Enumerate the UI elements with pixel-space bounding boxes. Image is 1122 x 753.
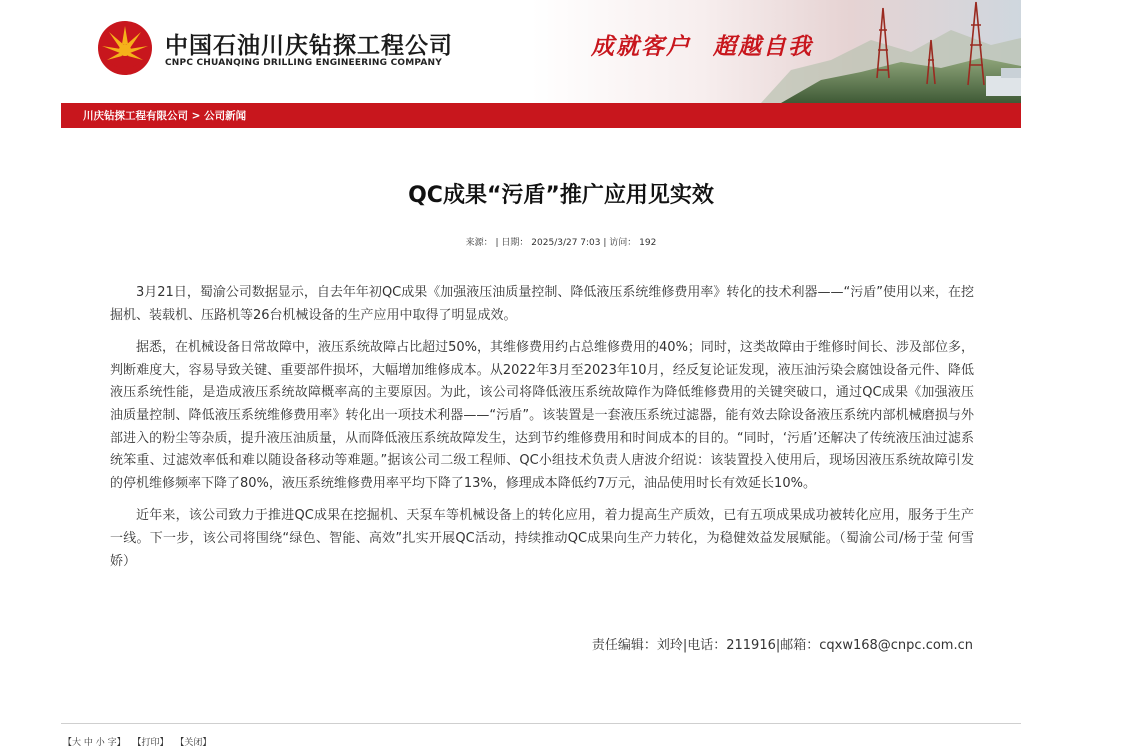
site-header	[61, 0, 1021, 103]
banner-slogan	[591, 28, 835, 61]
cnpc-logo-icon	[97, 20, 153, 76]
slogan-part-2: 超越自我	[713, 33, 813, 60]
font-size-toggle-link[interactable]: 【大 中 小 字】	[63, 738, 126, 748]
company-name-en: CNPC CHUANQING DRILLING ENGINEERING COMPANY	[165, 58, 442, 68]
article-meta: 来源： | 日期： 2025/3/27 7:03 | 访问： 192	[465, 238, 657, 248]
article-paragraph: 据悉，在机械设备日常故障中，液压系统故障占比超过50%，其维修费用约占总维修费用的40%；同时，这类故障由于维修时间长、涉及部位多，判断难度大，容易导致关键、重要部件损坏，大幅增加维修成本。从2022年3月至2023年10月，经反复论证发现，液压油污染会腐蚀设备元件、降低液压系统性能，是造成液压系统故障概率高的主要原因。为此，该公司将降低液压系统故障作为降低维修费用的关键突破口，通过QC成果《加强液压油质量控制、降低液压系统维修费用率》转化出一项技术利器——“污盾”。该装置是一套液压系统过滤器，能有效去除设备液压系统内部机械磨损与外部进入的粉尘等杂质，提升液压油质量，从而降低液压系统故障发生，达到节约维修费用和时间成本的目的。“同时，‘污盾’还解决了传统液压油过滤系统笨重、过滤效率低和难以随设备移动等难题。”据该公司二级工程师、QC小组技术负责人唐波介绍说：该装置投入使用后，现场因液压系统故障引发的停机维修频率下降了80%，液压系统维修费用率平均下降了13%，修理成本降低约7万元，油品使用时长有效延长10%。	[110, 340, 974, 491]
breadcrumb	[83, 108, 246, 123]
article-title: QC成果“污盾”推广应用见实效	[408, 183, 714, 208]
breadcrumb-separator: >	[191, 110, 201, 122]
article-paragraph: 近年来，该公司致力于推进QC成果在挖掘机、天泵车等机械设备上的转化应用，着力提高生产质效，已有五项成果成功被转化应用，服务于生产一线。下一步，该公司将围绕“绿色、智能、高效”扎实开展QC活动，持续推动QC成果向生产力转化，为稳健效益发展赋能。（蜀渝公司/杨于莹 何雪娇）	[110, 508, 974, 569]
nav-bar	[61, 103, 1021, 128]
article-body	[110, 282, 974, 583]
footer-tools	[63, 735, 215, 748]
breadcrumb-current-link[interactable]: 公司新闻	[204, 110, 247, 122]
company-name-cn: 中国石油川庆钻探工程公司	[165, 33, 453, 59]
print-link[interactable]: 【打印】	[132, 738, 169, 748]
slogan-part-1: 成就客户	[591, 33, 691, 60]
editor-contact-line: 责任编辑：刘玲|电话：211916|邮箱：cqxw168@cnpc.com.cn	[591, 638, 973, 653]
article-paragraph: 3月21日，蜀渝公司数据显示，自去年年初QC成果《加强液压油质量控制、降低液压系统维修费用率》转化的技术利器——“污盾”使用以来，在挖掘机、装载机、压路机等26台机械设备的生产应用中取得了明显成效。	[110, 285, 974, 323]
footer-divider	[61, 723, 1021, 724]
breadcrumb-home-link[interactable]: 川庆钻探工程有限公司	[83, 110, 188, 122]
close-link[interactable]: 【关闭】	[175, 738, 212, 748]
